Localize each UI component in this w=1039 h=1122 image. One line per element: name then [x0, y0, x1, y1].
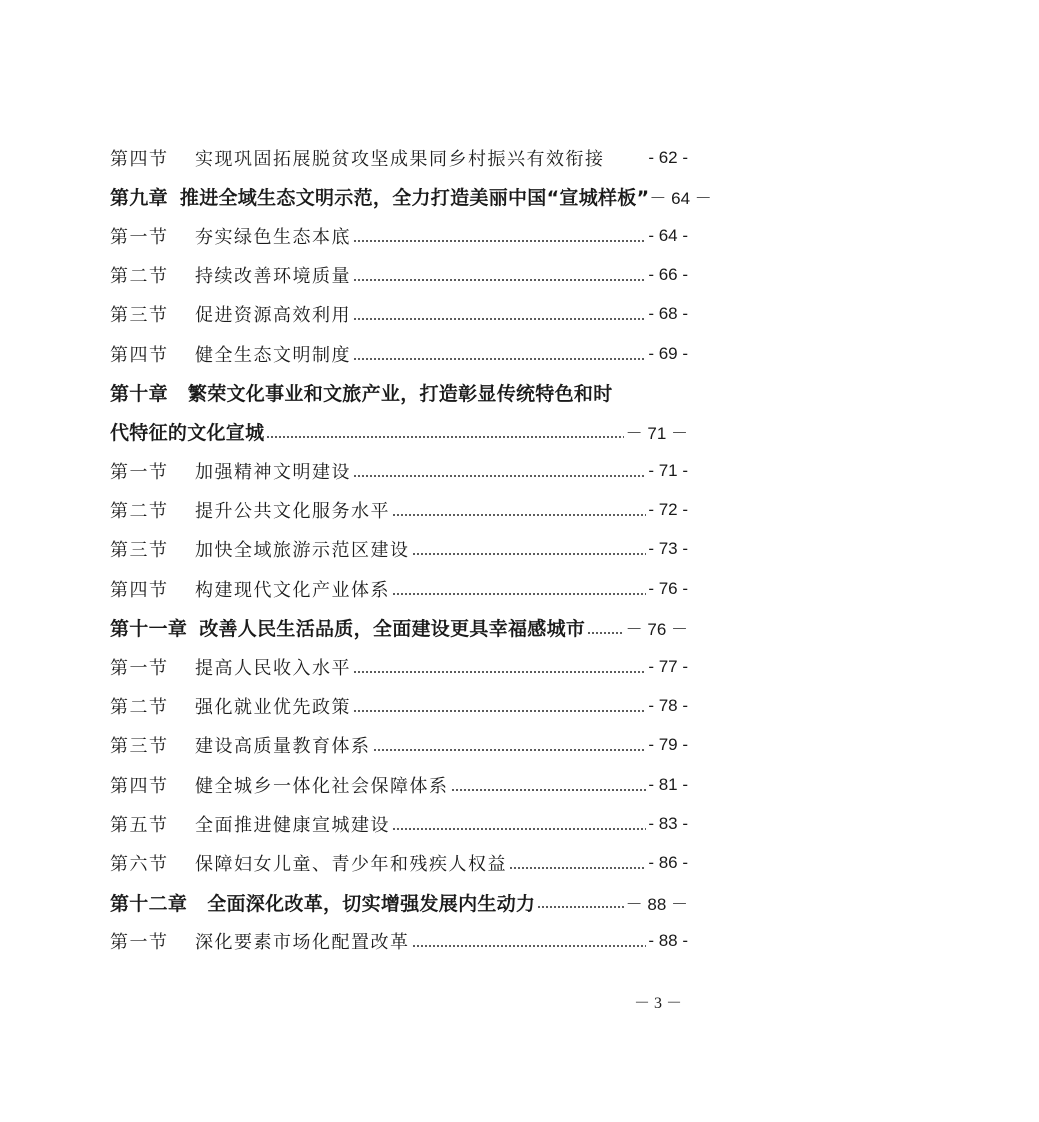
chapter-title: 繁荣文化事业和文旅产业，打造彰显传统特色和时	[187, 383, 613, 406]
section-number: 第四节	[110, 775, 169, 797]
dot-leader	[353, 475, 646, 478]
page-reference: － 76 －	[625, 620, 688, 640]
section-title: 加强精神文明建设	[195, 462, 351, 484]
dot-leader	[392, 827, 646, 830]
page-reference: - 62 -	[648, 147, 688, 167]
section-title: 加快全域旅游示范区建设	[195, 540, 410, 562]
dot-leader	[353, 357, 646, 360]
dot-leader	[373, 749, 647, 752]
section-number: 第二节	[110, 697, 169, 719]
page-reference: - 73 -	[648, 539, 688, 559]
section-number: 第一节	[110, 226, 169, 248]
section-title: 提高人民收入水平	[195, 658, 351, 680]
section-number: 第一节	[110, 462, 169, 484]
toc-chapter-entry[interactable]	[110, 412, 688, 451]
toc-section-entry[interactable]	[110, 295, 688, 334]
chapter-number: 第十章	[110, 383, 168, 406]
page-reference: - 69 -	[648, 343, 688, 363]
section-title: 持续改善环境质量	[195, 266, 351, 288]
section-title: 健全城乡一体化社会保障体系	[195, 775, 449, 797]
toc-section-entry[interactable]	[110, 491, 688, 530]
chapter-title: 代特征的文化宣城	[110, 422, 265, 445]
table-of-contents	[110, 138, 712, 961]
toc-section-entry[interactable]	[110, 843, 688, 882]
chapter-number: 第十一章	[110, 618, 188, 641]
toc-chapter-entry[interactable]	[110, 373, 688, 412]
page-number-footer: － 3 －	[633, 995, 682, 1012]
page-reference: - 83 -	[648, 813, 688, 833]
section-number: 第二节	[110, 266, 169, 288]
section-number: 第六节	[110, 853, 169, 875]
page-reference: - 72 -	[648, 500, 688, 520]
section-title: 强化就业优先政策	[195, 697, 351, 719]
section-title: 保障妇女儿童、青少年和残疾人权益	[195, 853, 507, 875]
section-number: 第一节	[110, 658, 169, 680]
dot-leader	[537, 906, 623, 909]
dot-leader	[392, 514, 646, 517]
section-title: 构建现代文化产业体系	[195, 579, 390, 601]
chapter-title: 改善人民生活品质，全面建设更具幸福感城市	[199, 618, 586, 641]
toc-section-entry[interactable]	[110, 647, 688, 686]
page-reference: - 86 -	[648, 852, 688, 872]
page-reference: - 88 -	[648, 931, 688, 951]
page-reference: － 71 －	[625, 424, 688, 444]
section-title: 建设高质量教育体系	[195, 736, 371, 758]
page-reference: - 79 -	[648, 735, 688, 755]
toc-section-entry[interactable]	[110, 138, 688, 177]
section-number: 第五节	[110, 814, 169, 836]
section-number: 第三节	[110, 305, 169, 327]
toc-section-entry[interactable]	[110, 922, 688, 961]
section-number: 第四节	[110, 148, 169, 170]
toc-section-entry[interactable]	[110, 334, 688, 373]
section-number: 第一节	[110, 932, 169, 954]
section-number: 第四节	[110, 579, 169, 601]
toc-chapter-entry[interactable]	[110, 177, 712, 216]
dot-leader	[412, 553, 647, 556]
dot-leader	[353, 318, 646, 321]
toc-section-entry[interactable]	[110, 452, 688, 491]
chapter-number: 第十二章	[110, 892, 188, 915]
page-reference: - 68 -	[648, 304, 688, 324]
toc-section-entry[interactable]	[110, 765, 688, 804]
section-title: 深化要素市场化配置改革	[195, 932, 410, 954]
section-number: 第三节	[110, 736, 169, 758]
dot-leader	[451, 788, 647, 791]
section-title: 全面推进健康宣城建设	[195, 814, 390, 836]
page-reference: - 81 -	[648, 774, 688, 794]
page-reference: － 64 －	[649, 189, 712, 209]
section-title: 提升公共文化服务水平	[195, 501, 390, 523]
dot-leader	[266, 435, 623, 438]
section-title: 夯实绿色生态本底	[195, 226, 351, 248]
chapter-title: 全面深化改革，切实增强发展内生动力	[207, 892, 536, 915]
dot-leader	[587, 631, 623, 634]
section-number: 第三节	[110, 540, 169, 562]
toc-section-entry[interactable]	[110, 530, 688, 569]
dot-leader	[509, 866, 646, 869]
page-reference: － 88 －	[625, 894, 688, 914]
page-reference: - 77 -	[648, 657, 688, 677]
dot-leader	[353, 710, 646, 713]
page-reference: - 76 -	[648, 578, 688, 598]
toc-chapter-entry[interactable]	[110, 883, 688, 922]
page-reference: - 64 -	[648, 225, 688, 245]
section-number: 第二节	[110, 501, 169, 523]
chapter-number: 第九章	[110, 187, 168, 210]
page-reference: - 71 -	[648, 461, 688, 481]
dot-leader	[353, 239, 646, 242]
toc-section-entry[interactable]	[110, 726, 688, 765]
page-reference: - 66 -	[648, 265, 688, 285]
section-title: 健全生态文明制度	[195, 344, 351, 366]
toc-section-entry[interactable]	[110, 569, 688, 608]
chapter-title: 推进全域生态文明示范，全力打造美丽中国“宣城样板”	[179, 187, 650, 210]
toc-section-entry[interactable]	[110, 687, 688, 726]
dot-leader	[392, 592, 646, 595]
dot-leader	[353, 279, 646, 282]
section-title: 实现巩固拓展脱贫攻坚成果同乡村振兴有效衔接	[195, 148, 605, 170]
toc-section-entry[interactable]	[110, 216, 688, 255]
toc-chapter-entry[interactable]	[110, 608, 688, 647]
toc-section-entry[interactable]	[110, 804, 688, 843]
dot-leader	[412, 945, 647, 948]
page-reference: - 78 -	[648, 696, 688, 716]
toc-section-entry[interactable]	[110, 256, 688, 295]
section-number: 第四节	[110, 344, 169, 366]
section-title: 促进资源高效利用	[195, 305, 351, 327]
dot-leader	[353, 671, 646, 674]
